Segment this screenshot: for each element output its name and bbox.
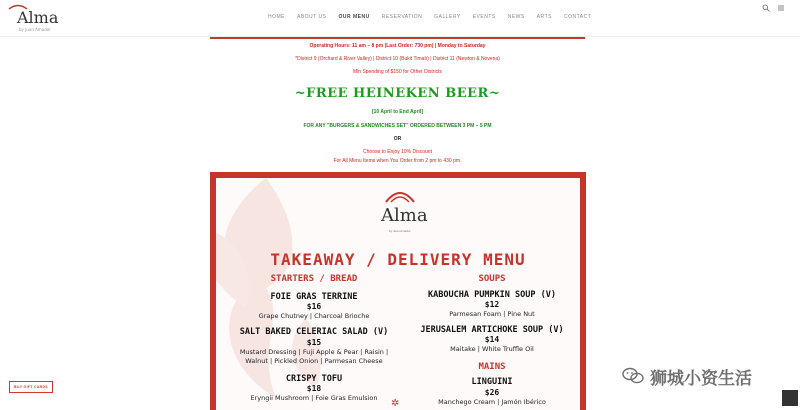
menu-logo-subtitle: by Juan Amador (389, 229, 411, 233)
menu-item-desc: Walnut | Pickled Onion | Parmesan Cheese (245, 357, 383, 365)
menu-item-name: JERUSALEM ARTICHOKE SOUP (V) (420, 325, 564, 335)
logo-arch-icon (376, 186, 424, 206)
menu-item-desc: Parmesan Foam | Pine Nut (449, 310, 535, 318)
menu-item-name: CRISPY TOFU (285, 374, 343, 384)
operating-hours: Operating Hours: 11 am – 8 pm (Last Order: 730 pm) | Monday to Saturday (309, 43, 486, 49)
menu-item-desc: Manchego Cream | Jamón Ibérico (438, 398, 546, 406)
logo-subtitle: by Juan Amador (19, 27, 51, 32)
nav-home[interactable]: HOME (268, 14, 285, 20)
menu-item-price: $15 (306, 338, 322, 347)
promo-text: FOR ANY "BURGERS & SANDWICHES SET" ORDERED BETWEEN 3 PM – 5 PM (303, 123, 492, 129)
nav-news[interactable]: NEWS (507, 14, 525, 20)
menu-item-desc: Eryngii Mushroom | Foie Gras Emulsion (250, 394, 378, 402)
nav-arts[interactable]: ARTS (536, 14, 552, 20)
promo-dates: [10 April to End April] (371, 109, 424, 115)
menu-item-price: $18 (306, 384, 322, 393)
buy-gift-cards-button[interactable]: BUY GIFT CARDS (9, 381, 53, 393)
menu-item-name: FOIE GRAS TERRINE (270, 292, 358, 302)
min-spending: Min Spending of $150 for Other Districts (353, 69, 442, 75)
nav-about-us[interactable]: ABOUT US (297, 14, 327, 20)
scroll-to-top-button[interactable] (782, 390, 798, 406)
delivery-districts: *District 9 (Orchard & River Valley) | District 10 (Bukit Timah) | District 11 (Newton & Novena) (295, 56, 500, 62)
menu-item-price: $12 (484, 300, 500, 309)
menu-item-price: $16 (306, 302, 322, 311)
menu-title: TAKEAWAY / DELIVERY MENU (270, 250, 526, 269)
section-soups: SOUPS (478, 274, 506, 284)
menu-card-inner (216, 178, 580, 410)
nav-gallery[interactable]: GALLERY (434, 14, 461, 20)
menu-card (210, 172, 586, 410)
menu-logo-text: Alma (381, 205, 428, 226)
nav-events[interactable]: EVENTS (472, 14, 496, 20)
search-icon[interactable] (762, 4, 770, 12)
menu-item-name: KABOUCHA PUMPKIN SOUP (V) (428, 290, 556, 300)
menu-item-name: SALT BAKED CELERIAC SALAD (V) (239, 327, 389, 337)
section-mains: MAINS (478, 362, 506, 372)
nav-contact[interactable]: CONTACT (563, 14, 592, 20)
logo-text: Alma (17, 8, 59, 27)
menu-logo (376, 186, 428, 236)
menu-item-desc: Maitake | White Truffle Oil (450, 345, 534, 353)
menu-item-price: $14 (484, 335, 500, 344)
nav-reservation[interactable]: RESERVATION (381, 14, 423, 20)
watermark-text: 狮城小资生活 (650, 368, 752, 389)
discount-detail: For All Menu Items when You Order from 2 pm to 430 pm. (333, 158, 462, 164)
michelin-star-icon: ✲ (391, 398, 400, 409)
menu-item-name: LINGUINI (471, 377, 513, 387)
site-logo[interactable] (8, 4, 59, 34)
or-separator: OR (393, 136, 402, 142)
discount-text: Choose to Enjoy 10% Discount (363, 149, 432, 155)
site-header (0, 0, 800, 37)
wechat-watermark (622, 364, 752, 388)
main-nav (262, 14, 597, 20)
section-starters: STARTERS / BREAD (270, 274, 358, 284)
menu-item-price: $26 (484, 388, 500, 397)
hamburger-icon[interactable] (777, 4, 785, 12)
divider (210, 37, 585, 39)
wechat-icon (622, 367, 644, 385)
nav-our-menu[interactable]: OUR MENU (338, 14, 370, 20)
promo-title: ~FREE HEINEKEN BEER~ (294, 86, 501, 101)
menu-item-desc: Grape Chutney | Charcoal Brioche (258, 312, 370, 320)
menu-item-desc: Mustard Dressing | Fuji Apple & Pear | Raisin | (239, 348, 389, 356)
